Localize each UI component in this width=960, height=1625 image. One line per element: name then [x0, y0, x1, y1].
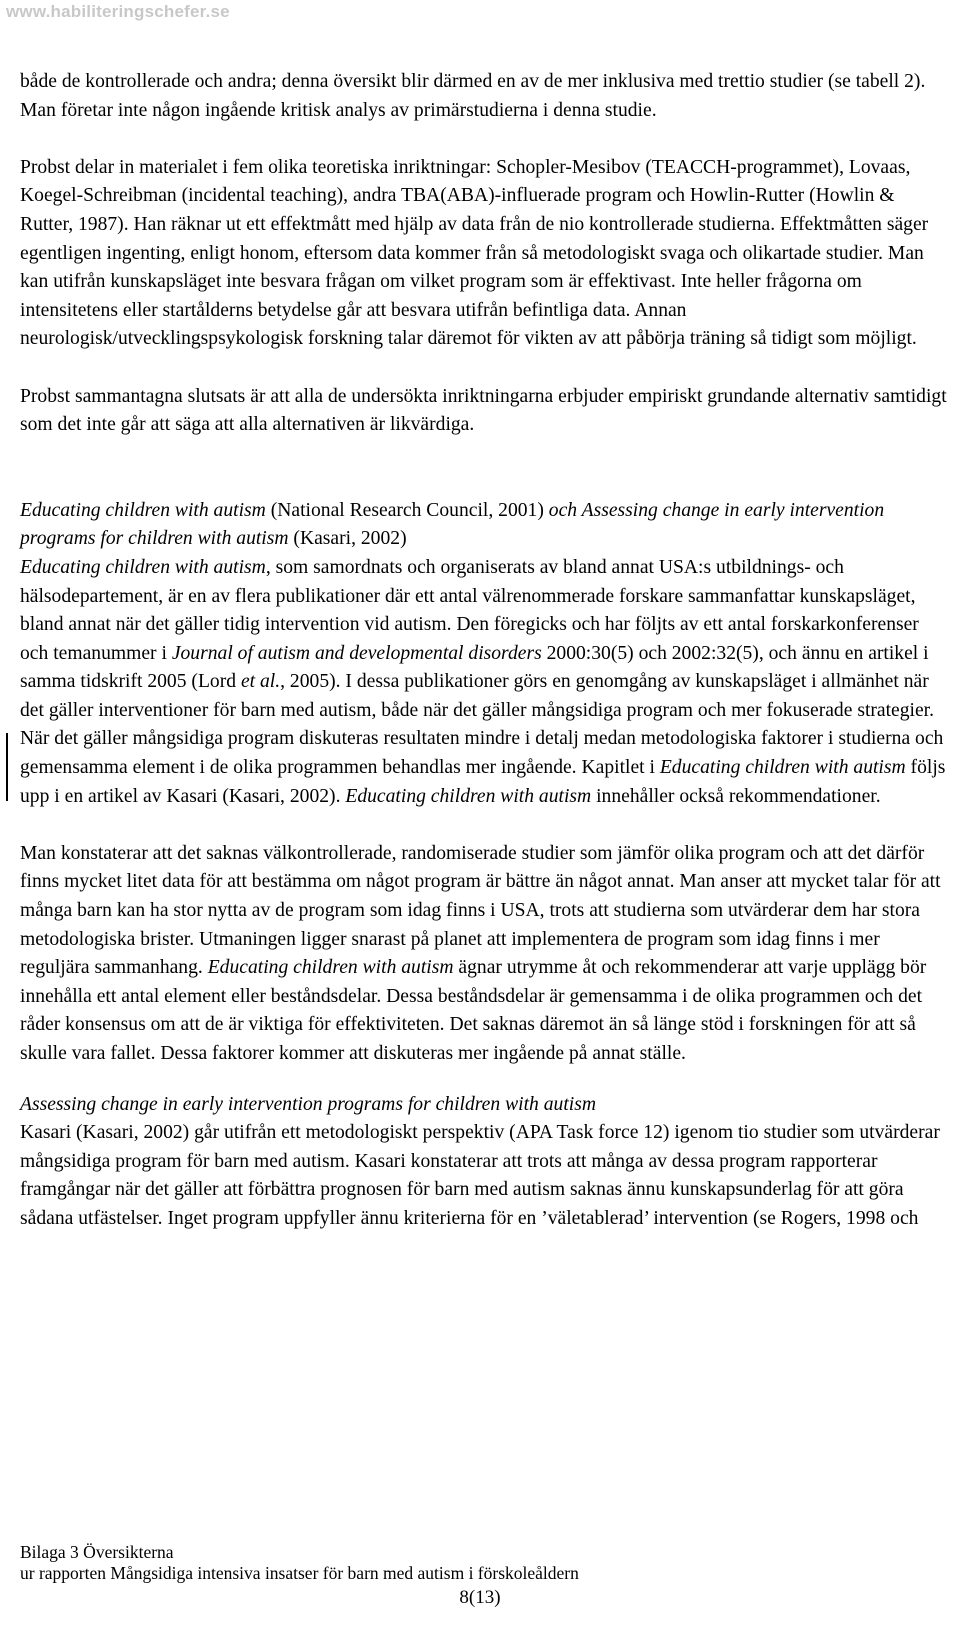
title-educating: Educating children with autism	[20, 499, 266, 521]
document-body	[20, 68, 950, 1234]
page-number: 8(13)	[459, 1587, 501, 1608]
paragraph-3: Probst sammantagna slutsats är att alla de undersökta inriktningarna erbjuder empiriskt grundande alternativ samtidigt som det inte går att säga att alla alternativen är likvärdiga.	[20, 385, 947, 436]
journal-title: Journal of autism and developmental disorders	[171, 642, 542, 664]
footer-line-2: ur rapporten Mångsidiga intensiva insatser för barn med autism i förskoleåldern	[20, 1563, 579, 1583]
watermark: www.habiliteringschefer.se	[6, 2, 230, 21]
paragraph-5: Man konstaterar att det saknas välkontrollerade, randomiserade studier som jämför olika program och att det därför finns mycket litet data för att bestämma om något program är bättre än något annat. Man anser att mycket talar för att många barn kan ha stor nytta av de program som idag finns i USA, trots att studierna som utvärderar dem har stora metodologiska brister. Utmaningen ligger snarast på planet att implementera de program som idag finns i mer reguljära sammanhang. Educating children with autism ägnar utrymme åt och rekommenderar att varje upplägg bör innehålla ett antal element eller beståndsdelar. Dessa beståndsdelar är gemensamma i de olika programmen och det råder konsensus om att de är viktiga för effektiviteten. Det saknas däremot än så länge stöd i forskningen för att så skulle vara fallet. Dessa faktorer kommer att diskuteras mer ingående på annat ställe.	[20, 842, 941, 1064]
section-1-heading: Educating children with autism (National Research Council, 2001) och Assessing change in early intervention programs for children with autism (Kasari, 2002)	[20, 499, 885, 550]
footer	[20, 1542, 950, 1584]
section-2-body: Kasari (Kasari, 2002) går utifrån ett metodologiskt perspektiv (APA Task force 12) igenom tio studier som utvärderar mångsidiga program för barn med autism. Kasari konstaterar att trots att många av dessa program rapporterar framgångar när det gäller att förbättra prognosen för barn med autism saknas ännu kunskapsunderlag för att göra sådana utfästelser. Inget program uppfyller ännu kriterierna för en ’väletablerad’ intervention (se Rogers, 1998 och	[20, 1122, 940, 1229]
section-1-body: Educating children with autism, som samordnats och organiserats av bland annat USA:s utbildnings- och hälsodepartement, är en av flera publikationer där ett antal välrenommerade forskare sammanfattar kunskapsläget, bland annat när det gäller tidig intervention vid autism. Den föregicks och har följts av ett antal forskarkonferenser och temanummer i Journal of autism and developmental disorders 2000:30(5) och 2002:32(5), och ännu en artikel i samma tidskrift 2005 (Lord et al., 2005). I dessa publikationer görs en genomgång av kunskapsläget i allmänhet när det gäller interventioner för barn med autism, både när det gäller mångsidiga program och mer fokuserade strategier. När det gäller mångsidiga program diskuteras resultaten mindre i detalj medan metodologiska faktorer i studierna och gemensamma element i de olika programmen behandlas mer ingående. Kapitlet i Educating children with autism följs upp i en artikel av Kasari (Kasari, 2002). Educating children with autism innehåller också rekommendationer.	[20, 556, 946, 807]
paragraph-1: både de kontrollerade och andra; denna översikt blir därmed en av de mer inklusiva med trettio studier (se tabell 2). Man företar inte någon ingående kritisk analys av primärstudierna i denna studie.	[20, 71, 926, 121]
title-assessing: och Assessing change in early intervention programs for children with autism	[20, 499, 885, 550]
section-2-heading: Assessing change in early intervention programs for children with autism	[20, 1093, 596, 1115]
change-bar	[6, 733, 8, 801]
footer-line-1: Bilaga 3 Översikterna	[20, 1542, 174, 1562]
paragraph-2: Probst delar in materialet i fem olika teoretiska inriktningar: Schopler-Mesibov (TEACCH-programmet), Lovaas, Koegel-Schreibman (incidental teaching), andra TBA(ABA)-influerade program och Howlin-Rutter (Howlin & Rutter, 1987). Han räknar ut ett effektmått med hjälp av data från de nio kontrollerade studierna. Effektmåtten säger egentligen ingenting, enligt honom, eftersom data kommer från så metodologiskt svaga och olikartade studier. Man kan utifrån kunskapsläget inte besvara frågan om vilket program som är effektivast. Inte heller frågorna om intensitetens eller startålderns betydelse går att besvara utifrån befintliga data. Annan neurologisk/utvecklingspsykologisk forskning talar däremot för vikten av att påbörja träning så tidigt som möjligt.	[20, 156, 929, 350]
